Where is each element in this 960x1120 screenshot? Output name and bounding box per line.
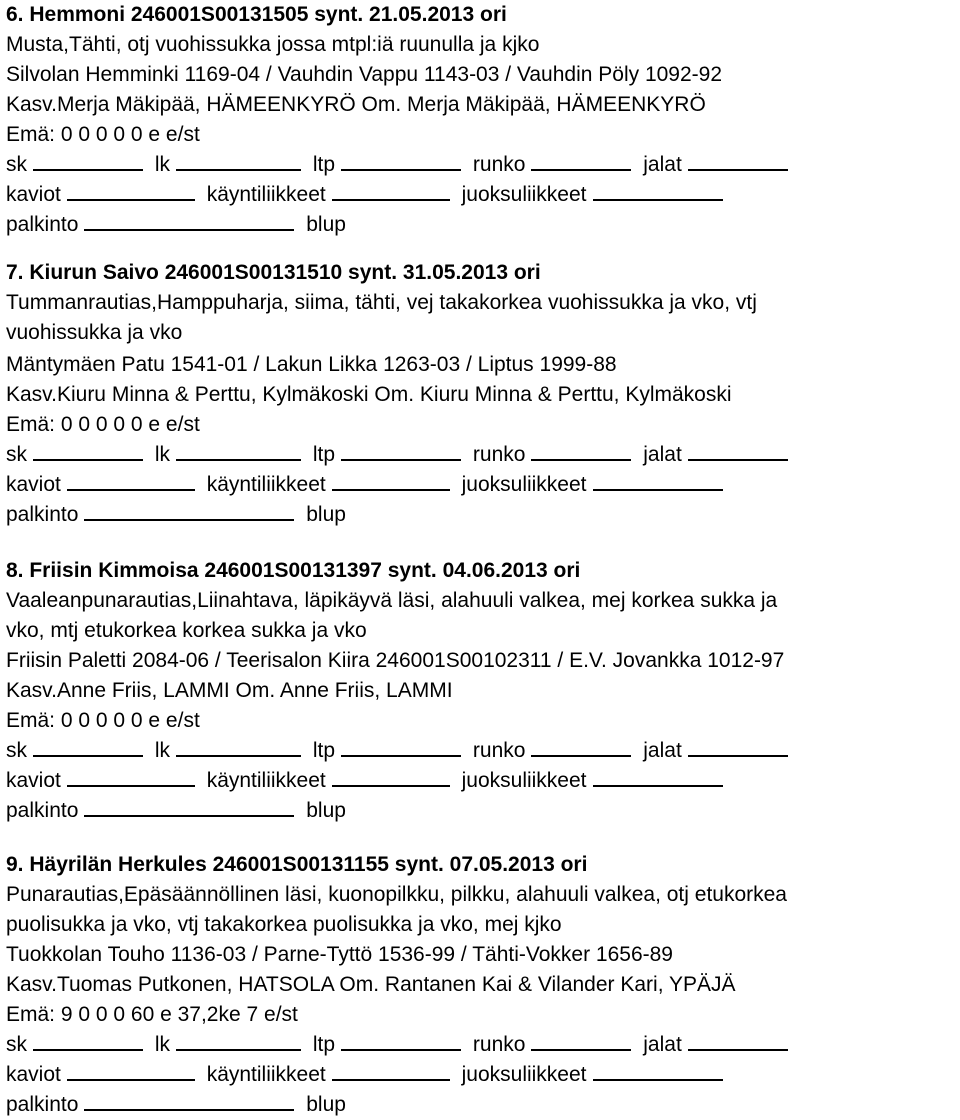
label-palkinto: palkinto <box>6 213 79 236</box>
label-sk: sk <box>6 443 27 466</box>
sk-field[interactable] <box>33 441 143 461</box>
label-juoksuliikkeet: juoksuliikkeet <box>461 1063 587 1086</box>
kaviot-field[interactable] <box>67 1061 195 1081</box>
kayntiliikkeet-field[interactable] <box>332 181 450 201</box>
runko-field[interactable] <box>531 151 631 171</box>
label-lk: lk <box>154 739 171 762</box>
label-sk: sk <box>6 1033 27 1056</box>
label-runko: runko <box>472 153 526 176</box>
kayntiliikkeet-field[interactable] <box>332 471 450 491</box>
runko-field[interactable] <box>531 441 631 461</box>
label-blup: blup <box>306 1093 346 1116</box>
label-blup: blup <box>306 799 346 822</box>
label-juoksuliikkeet: juoksuliikkeet <box>461 769 587 792</box>
label-ltp: ltp <box>312 443 336 466</box>
label-sk: sk <box>6 739 27 762</box>
label-sk: sk <box>6 153 27 176</box>
label-jalat: jalat <box>643 443 682 466</box>
label-ltp: ltp <box>312 153 336 176</box>
juoksuliikkeet-field[interactable] <box>593 767 723 787</box>
label-juoksuliikkeet: juoksuliikkeet <box>461 473 587 496</box>
label-ltp: ltp <box>312 1033 336 1056</box>
runko-field[interactable] <box>531 1031 631 1051</box>
entry-pedigree: Tuokkolan Touho 1136-03 / Parne-Tyttö 1536-99 / Tähti-Vokker 1656-89 <box>6 943 673 966</box>
label-jalat: jalat <box>643 1033 682 1056</box>
runko-field[interactable] <box>531 737 631 757</box>
label-palkinto: palkinto <box>6 1093 79 1116</box>
entry-dam-results: Emä: 0 0 0 0 0 e e/st <box>6 123 200 146</box>
form-row-3 <box>6 796 346 826</box>
label-kaviot: kaviot <box>6 473 61 496</box>
entry-breeder-owner: Kasv.Tuomas Putkonen, HATSOLA Om. Rantanen Kai & Vilander Kari, YPÄJÄ <box>6 973 736 996</box>
palkinto-field[interactable] <box>84 797 294 817</box>
kayntiliikkeet-field[interactable] <box>332 1061 450 1081</box>
label-palkinto: palkinto <box>6 799 79 822</box>
entry-heading: 8. Friisin Kimmoisa 246001S00131397 synt. 04.06.2013 ori <box>6 559 581 582</box>
juoksuliikkeet-field[interactable] <box>593 1061 723 1081</box>
jalat-field[interactable] <box>688 151 788 171</box>
ltp-field[interactable] <box>341 737 461 757</box>
kaviot-field[interactable] <box>67 767 195 787</box>
entry-description-cont: vko, mtj etukorkea korkea sukka ja vko <box>6 619 367 642</box>
entry-dam-results: Emä: 0 0 0 0 0 e e/st <box>6 709 200 732</box>
label-runko: runko <box>472 443 526 466</box>
label-jalat: jalat <box>643 153 682 176</box>
form-row-3 <box>6 1090 346 1120</box>
label-palkinto: palkinto <box>6 503 79 526</box>
label-jalat: jalat <box>643 739 682 762</box>
juoksuliikkeet-field[interactable] <box>593 471 723 491</box>
label-kayntiliikkeet: käyntiliikkeet <box>206 769 326 792</box>
form-row-1 <box>6 440 788 470</box>
entry-description: Punarautias,Epäsäännöllinen läsi, kuonopilkku, pilkku, alahuuli valkea, otj etukorkea <box>6 883 787 906</box>
entry-pedigree: Mäntymäen Patu 1541-01 / Lakun Likka 1263-03 / Liptus 1999-88 <box>6 353 617 376</box>
jalat-field[interactable] <box>688 737 788 757</box>
label-runko: runko <box>472 1033 526 1056</box>
palkinto-field[interactable] <box>84 1091 294 1111</box>
lk-field[interactable] <box>176 151 301 171</box>
lk-field[interactable] <box>176 737 301 757</box>
label-kayntiliikkeet: käyntiliikkeet <box>206 473 326 496</box>
form-row-1 <box>6 150 788 180</box>
entry-dam-results: Emä: 9 0 0 0 60 e 37,2ke 7 e/st <box>6 1003 298 1026</box>
entry-dam-results: Emä: 0 0 0 0 0 e e/st <box>6 413 200 436</box>
ltp-field[interactable] <box>341 1031 461 1051</box>
form-row-2 <box>6 766 723 796</box>
entry-heading: 9. Häyrilän Herkules 246001S00131155 synt. 07.05.2013 ori <box>6 853 588 876</box>
entry-description-cont: puolisukka ja vko, vtj takakorkea puolisukka ja vko, mej kjko <box>6 913 562 936</box>
label-juoksuliikkeet: juoksuliikkeet <box>461 183 587 206</box>
label-lk: lk <box>154 1033 171 1056</box>
entry-breeder-owner: Kasv.Anne Friis, LAMMI Om. Anne Friis, LAMMI <box>6 679 453 702</box>
label-ltp: ltp <box>312 739 336 762</box>
label-kaviot: kaviot <box>6 769 61 792</box>
kaviot-field[interactable] <box>67 181 195 201</box>
lk-field[interactable] <box>176 441 301 461</box>
entry-description: Musta,Tähti, otj vuohissukka jossa mtpl:iä ruunulla ja kjko <box>6 33 540 56</box>
label-kaviot: kaviot <box>6 183 61 206</box>
label-kaviot: kaviot <box>6 1063 61 1086</box>
jalat-field[interactable] <box>688 1031 788 1051</box>
palkinto-field[interactable] <box>84 211 294 231</box>
form-row-2 <box>6 470 723 500</box>
label-lk: lk <box>154 443 171 466</box>
label-runko: runko <box>472 739 526 762</box>
juoksuliikkeet-field[interactable] <box>593 181 723 201</box>
ltp-field[interactable] <box>341 151 461 171</box>
label-lk: lk <box>154 153 171 176</box>
entry-breeder-owner: Kasv.Kiuru Minna & Perttu, Kylmäkoski Om. Kiuru Minna & Perttu, Kylmäkoski <box>6 383 732 406</box>
form-row-3 <box>6 210 346 240</box>
label-blup: blup <box>306 213 346 236</box>
form-row-1 <box>6 736 788 766</box>
sk-field[interactable] <box>33 1031 143 1051</box>
label-kayntiliikkeet: käyntiliikkeet <box>206 1063 326 1086</box>
jalat-field[interactable] <box>688 441 788 461</box>
entry-description: Tummanrautias,Hamppuharja, siima, tähti, vej takakorkea vuohissukka ja vko, vtj <box>6 291 757 314</box>
kaviot-field[interactable] <box>67 471 195 491</box>
sk-field[interactable] <box>33 737 143 757</box>
form-row-2 <box>6 1060 723 1090</box>
entry-pedigree: Friisin Paletti 2084-06 / Teerisalon Kiira 246001S00102311 / E.V. Jovankka 1012-97 <box>6 649 785 672</box>
entry-description: Vaaleanpunarautias,Liinahtava, läpikäyvä läsi, alahuuli valkea, mej korkea sukka ja <box>6 589 778 612</box>
label-kayntiliikkeet: käyntiliikkeet <box>206 183 326 206</box>
palkinto-field[interactable] <box>84 501 294 521</box>
entry-description-cont: vuohissukka ja vko <box>6 321 183 344</box>
sk-field[interactable] <box>33 151 143 171</box>
label-blup: blup <box>306 503 346 526</box>
form-row-2 <box>6 180 723 210</box>
form-row-1 <box>6 1030 788 1060</box>
lk-field[interactable] <box>176 1031 301 1051</box>
entry-heading: 6. Hemmoni 246001S00131505 synt. 21.05.2013 ori <box>6 3 507 26</box>
ltp-field[interactable] <box>341 441 461 461</box>
kayntiliikkeet-field[interactable] <box>332 767 450 787</box>
entry-pedigree: Silvolan Hemminki 1169-04 / Vauhdin Vappu 1143-03 / Vauhdin Pöly 1092-92 <box>6 63 723 86</box>
form-row-3 <box>6 500 346 530</box>
entry-heading: 7. Kiurun Saivo 246001S00131510 synt. 31.05.2013 ori <box>6 261 541 284</box>
entry-breeder-owner: Kasv.Merja Mäkipää, HÄMEENKYRÖ Om. Merja Mäkipää, HÄMEENKYRÖ <box>6 93 706 116</box>
